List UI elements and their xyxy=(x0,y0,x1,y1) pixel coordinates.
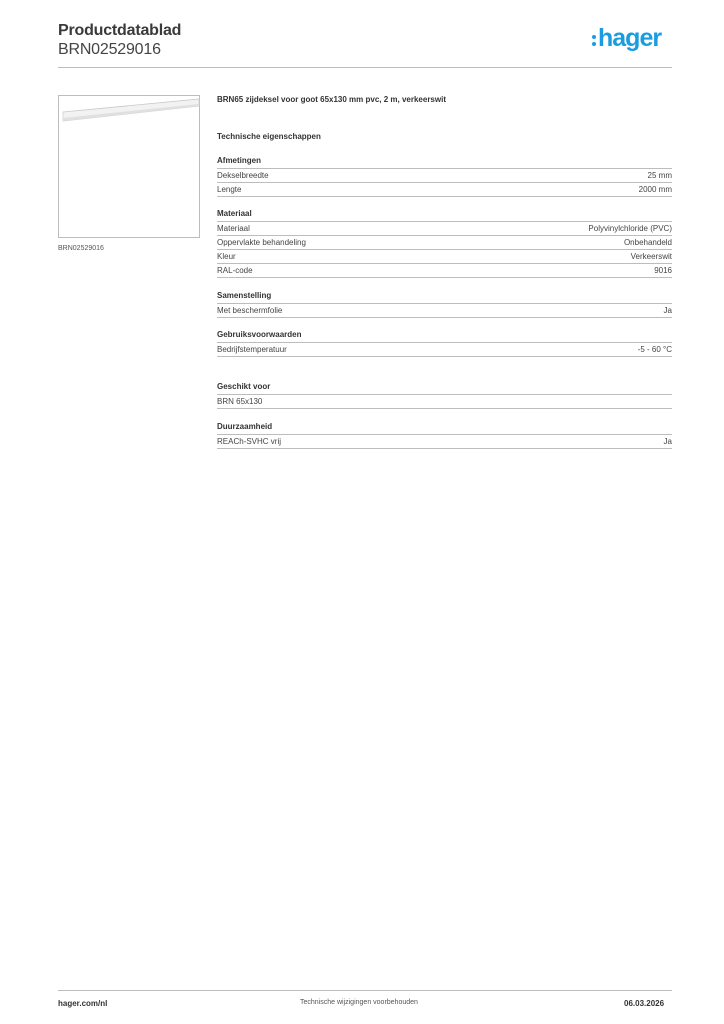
logo-dots-icon xyxy=(592,35,596,49)
group-samenstelling xyxy=(217,289,672,318)
header-divider xyxy=(58,67,672,68)
spec-label: BRN 65x130 xyxy=(217,397,263,406)
page-title: Productdatablad xyxy=(58,22,182,39)
spec-label: REACh-SVHC vrij xyxy=(217,437,282,446)
spec-row xyxy=(217,222,672,236)
spec-value: Polyvinylchloride (PVC) xyxy=(588,224,672,233)
spec-value: Verkeerswit xyxy=(630,252,672,261)
spec-label: Kleur xyxy=(217,252,236,261)
cover-strip-icon xyxy=(59,96,201,239)
spec-row xyxy=(217,183,672,197)
spec-label: Bedrijfstemperatuur xyxy=(217,345,287,354)
spec-value: Onbehandeld xyxy=(623,238,672,247)
spec-content xyxy=(217,95,672,446)
spec-label: Oppervlakte behandeling xyxy=(217,238,306,247)
spec-label: Materiaal xyxy=(217,224,250,233)
group-title: Materiaal xyxy=(217,207,672,222)
spec-value: 2000 mm xyxy=(638,185,672,194)
group-title: Geschikt voor xyxy=(217,380,672,395)
spec-label: Lengte xyxy=(217,185,242,194)
product-name: BRN65 zijdeksel voor goot 65x130 mm pvc, 2 m, verkeerswit xyxy=(217,95,446,104)
footer-disclaimer: Technische wijzigingen voorbehouden xyxy=(300,999,418,1006)
group-materiaal xyxy=(217,207,672,278)
spec-row xyxy=(217,435,672,449)
spec-value: 25 mm xyxy=(647,171,672,180)
spec-label: Met beschermfolie xyxy=(217,306,283,315)
spec-value: Ja xyxy=(663,306,672,315)
group-gebruiksvoorwaarden xyxy=(217,328,672,357)
product-image xyxy=(58,95,200,238)
spec-row xyxy=(217,304,672,318)
spec-label: Dekselbreedte xyxy=(217,171,269,180)
product-code: BRN02529016 xyxy=(58,41,161,58)
group-title: Duurzaamheid xyxy=(217,420,672,435)
spec-row xyxy=(217,236,672,250)
footer-divider xyxy=(58,990,672,991)
footer-website-link[interactable]: hager.com/nl xyxy=(58,999,108,1008)
spec-row xyxy=(217,395,672,409)
spec-row xyxy=(217,250,672,264)
logo-text: hager xyxy=(598,24,662,52)
group-title: Gebruiksvoorwaarden xyxy=(217,328,672,343)
spec-row xyxy=(217,264,672,278)
spec-row xyxy=(217,169,672,183)
spec-value: Ja xyxy=(663,437,672,446)
footer-date: 06.03.2026 xyxy=(624,999,665,1008)
spec-label: RAL-code xyxy=(217,266,253,275)
hager-logo xyxy=(592,24,661,56)
group-geschikt-voor xyxy=(217,380,672,409)
spec-value: -5 - 60 °C xyxy=(637,345,672,354)
spec-row xyxy=(217,343,672,357)
spec-value: 9016 xyxy=(654,266,672,275)
group-duurzaamheid xyxy=(217,420,672,449)
image-caption: BRN02529016 xyxy=(58,245,104,252)
group-title: Samenstelling xyxy=(217,289,672,304)
group-title: Afmetingen xyxy=(217,154,672,169)
technical-properties-heading: Technische eigenschappen xyxy=(217,132,321,141)
group-afmetingen xyxy=(217,154,672,197)
